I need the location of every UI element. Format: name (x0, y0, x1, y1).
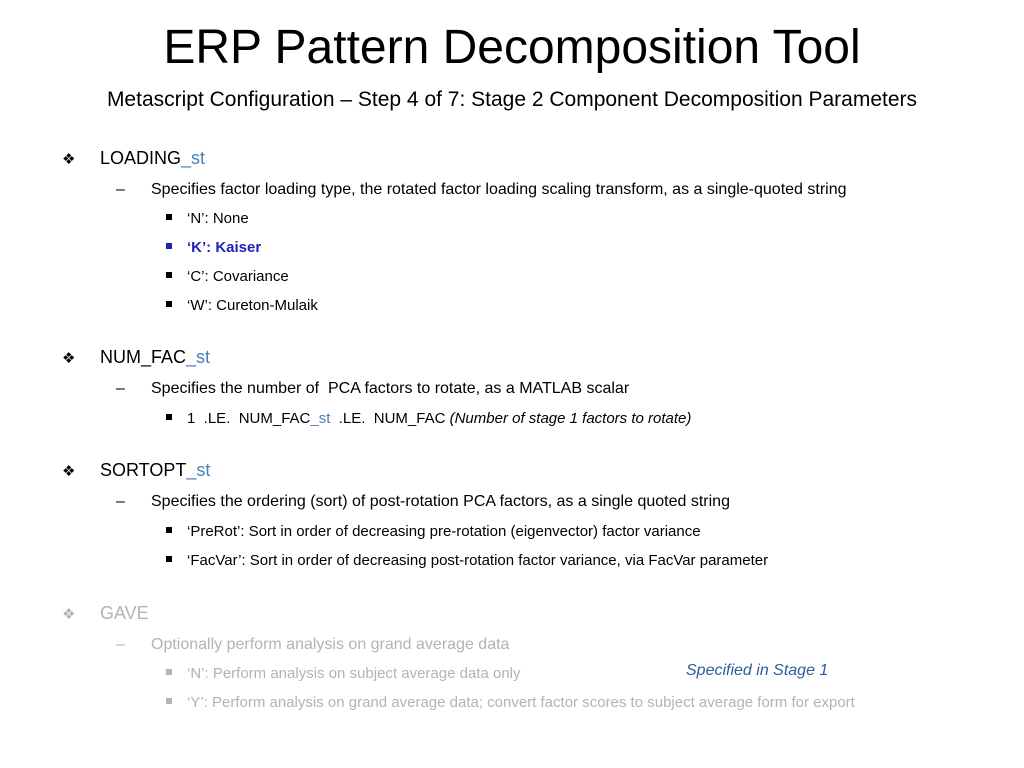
stage-note: Specified in Stage 1 (686, 662, 829, 679)
loading-option-none (166, 209, 249, 229)
diamond-bullet-icon: ❖ (62, 606, 76, 623)
square-bullet-icon (166, 301, 172, 307)
option-text: ‘K’: Kaiser (187, 239, 262, 256)
constraint-middle: .LE. NUM_FAC (330, 410, 450, 427)
param-suffix: _st (186, 347, 211, 367)
sortopt-description (116, 491, 730, 513)
description-text: Specifies the ordering (sort) of post-rotation PCA factors, as a single quoted string (151, 493, 730, 510)
square-bullet-icon (166, 414, 172, 420)
param-suffix: _st (186, 460, 211, 480)
constraint-suffix: _st (310, 410, 331, 427)
option-text: ‘N’: None (187, 210, 249, 227)
square-bullet-icon (166, 272, 172, 278)
dash-bullet-icon: – (116, 181, 125, 198)
loading-option-covariance (166, 267, 289, 287)
description-text: Optionally perform analysis on grand average data (151, 636, 510, 653)
loading-option-cureton (166, 296, 318, 316)
param-name: LOADING (100, 148, 182, 168)
diamond-bullet-icon: ❖ (62, 350, 76, 367)
option-text: ‘C’: Covariance (187, 268, 289, 285)
description-text: Specifies factor loading type, the rotated factor loading scaling transform, as a single-quoted string (151, 181, 847, 198)
dash-bullet-icon: – (116, 636, 125, 653)
param-suffix: _st (181, 148, 206, 168)
section-gave (62, 601, 149, 627)
section-loading (62, 146, 205, 172)
option-text: ‘PreRot’: Sort in order of decreasing pre-rotation (eigenvector) factor variance (187, 523, 701, 540)
param-name: SORTOPT (100, 460, 187, 480)
diamond-bullet-icon: ❖ (62, 463, 76, 480)
num-fac-description (116, 378, 629, 400)
square-bullet-icon (166, 214, 172, 220)
gave-description (116, 634, 509, 656)
sortopt-option-facvar (166, 551, 768, 571)
constraint-note: (Number of stage 1 factors to rotate) (449, 410, 692, 427)
page-title: ERP Pattern Decomposition Tool (163, 21, 861, 74)
dash-bullet-icon: – (116, 380, 125, 397)
section-sortopt (62, 458, 210, 484)
param-name: NUM_FAC (100, 347, 187, 367)
option-text: ‘W’: Cureton-Mulaik (187, 297, 318, 314)
gave-option-y (166, 693, 855, 713)
square-bullet-icon (166, 243, 172, 249)
loading-description (116, 179, 847, 201)
diamond-bullet-icon: ❖ (62, 151, 76, 168)
num-fac-constraint (166, 409, 691, 429)
sortopt-option-prerot (166, 522, 701, 542)
square-bullet-icon (166, 556, 172, 562)
loading-option-kaiser (166, 238, 261, 258)
gave-option-n (166, 664, 521, 684)
param-name: GAVE (100, 603, 149, 623)
square-bullet-icon (166, 527, 172, 533)
constraint-prefix: 1 .LE. NUM_FAC (187, 410, 311, 427)
option-text: ‘FacVar’: Sort in order of decreasing post-rotation factor variance, via FacVar parameter (187, 552, 769, 569)
option-text: ‘N’: Perform analysis on subject average data only (187, 665, 521, 682)
description-text: Specifies the number of PCA factors to rotate, as a MATLAB scalar (151, 380, 630, 397)
square-bullet-icon (166, 669, 172, 675)
page-subtitle: Metascript Configuration – Step 4 of 7: Stage 2 Component Decomposition Parameters (106, 88, 918, 111)
dash-bullet-icon: – (116, 493, 125, 510)
square-bullet-icon (166, 698, 172, 704)
option-text: ‘Y’: Perform analysis on grand average data; convert factor scores to subject average form for export (187, 694, 855, 711)
section-num-fac (62, 345, 210, 371)
